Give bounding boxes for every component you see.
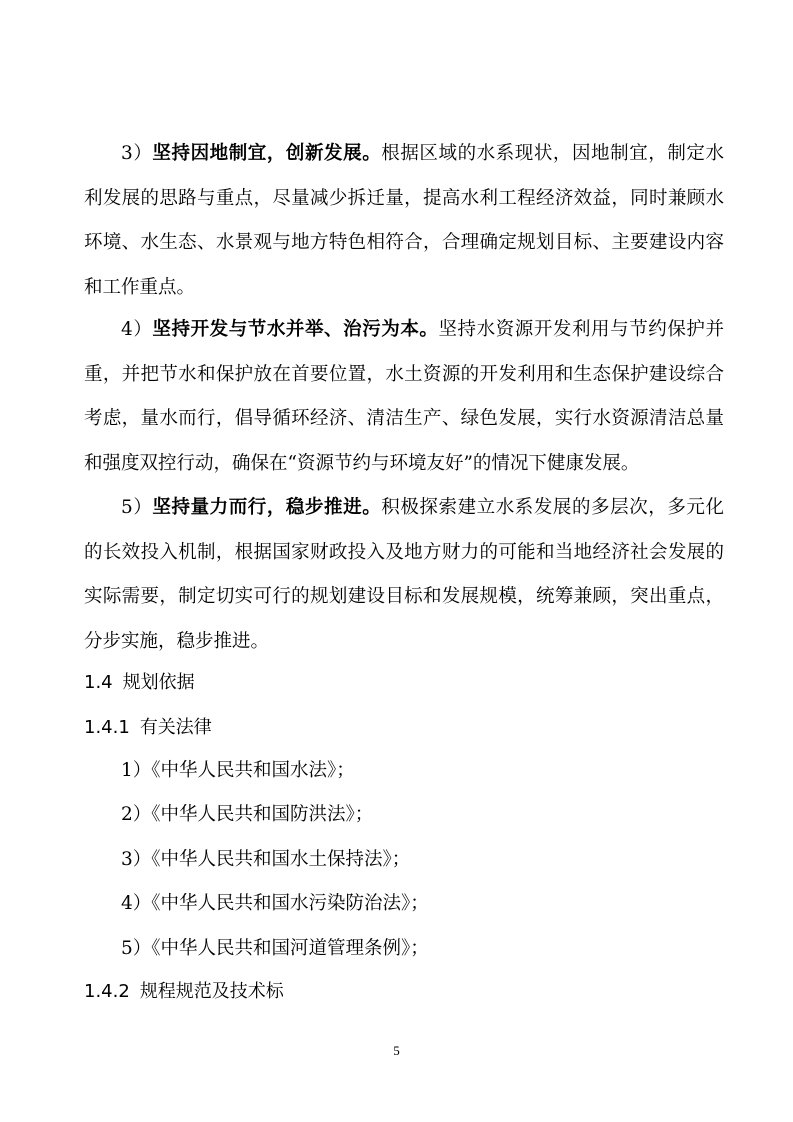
section-title: 规程规范及技术标 — [139, 981, 284, 1002]
principle-5-paragraph — [84, 486, 724, 664]
principle-3-text: 根据区域的水系现状，因地制宜，制定水利发展的思路与重点，尽量减少拆迁量，提高水利工程经济效益，同时兼顾水环境、水生态、水景观与地方特色相符合，合理确定规划目标、主要建设内容和工作重点。 — [84, 143, 724, 298]
principle-5-bold: 坚持量力而行，稳步推进。 — [152, 497, 382, 518]
principle-3-bold: 坚持因地制宜，创新发展。 — [152, 143, 382, 164]
law-item: 2）《中华人民共和国防洪法》； — [121, 804, 374, 825]
section-number: 1.4.1 — [84, 717, 130, 738]
principle-4-bold: 坚持开发与节水并举、治污为本。 — [152, 319, 439, 340]
section-heading-1-4 — [84, 668, 205, 694]
section-title: 有关法律 — [139, 717, 212, 738]
principle-4-paragraph — [84, 308, 724, 486]
section-number: 1.4.2 — [84, 981, 130, 1002]
principle-4-number: 4） — [121, 319, 153, 340]
section-heading-1-4-1 — [84, 713, 222, 739]
law-item: 3）《中华人民共和国水土保持法》； — [121, 849, 411, 870]
principle-3-number: 3） — [121, 143, 153, 164]
page-number: 5 — [393, 1043, 400, 1058]
section-heading-1-4-2 — [84, 977, 294, 1003]
principle-5-number: 5） — [121, 497, 153, 518]
section-number: 1.4 — [84, 672, 113, 693]
law-item: 1）《中华人民共和国水法》； — [121, 760, 355, 781]
section-title: 规划依据 — [122, 672, 195, 693]
law-item: 5）《中华人民共和国河道管理条例》； — [121, 938, 429, 959]
principle-4-text: 坚持水资源开发利用与节约保护并重，并把节水和保护放在首要位置，水土资源的开发利用和生态保护建设综合考虑，量水而行，倡导循环经济、清洁生产、绿色发展，实行水资源清洁总量和强度双控行动，确保在“资源节约与环境友好”的情况下健康发展。 — [84, 319, 724, 474]
principle-5-text: 积极探索建立水系发展的多层次，多元化的长效投入机制，根据国家财政投入及地方财力的可能和当地经济社会发展的实际需要，制定切实可行的规划建设目标和发展规模，统筹兼顾，突出重点，分步实施，稳步推进。 — [84, 497, 724, 652]
law-item: 4）《中华人民共和国水污染防治法》； — [121, 893, 429, 914]
principle-3-paragraph — [84, 132, 724, 310]
